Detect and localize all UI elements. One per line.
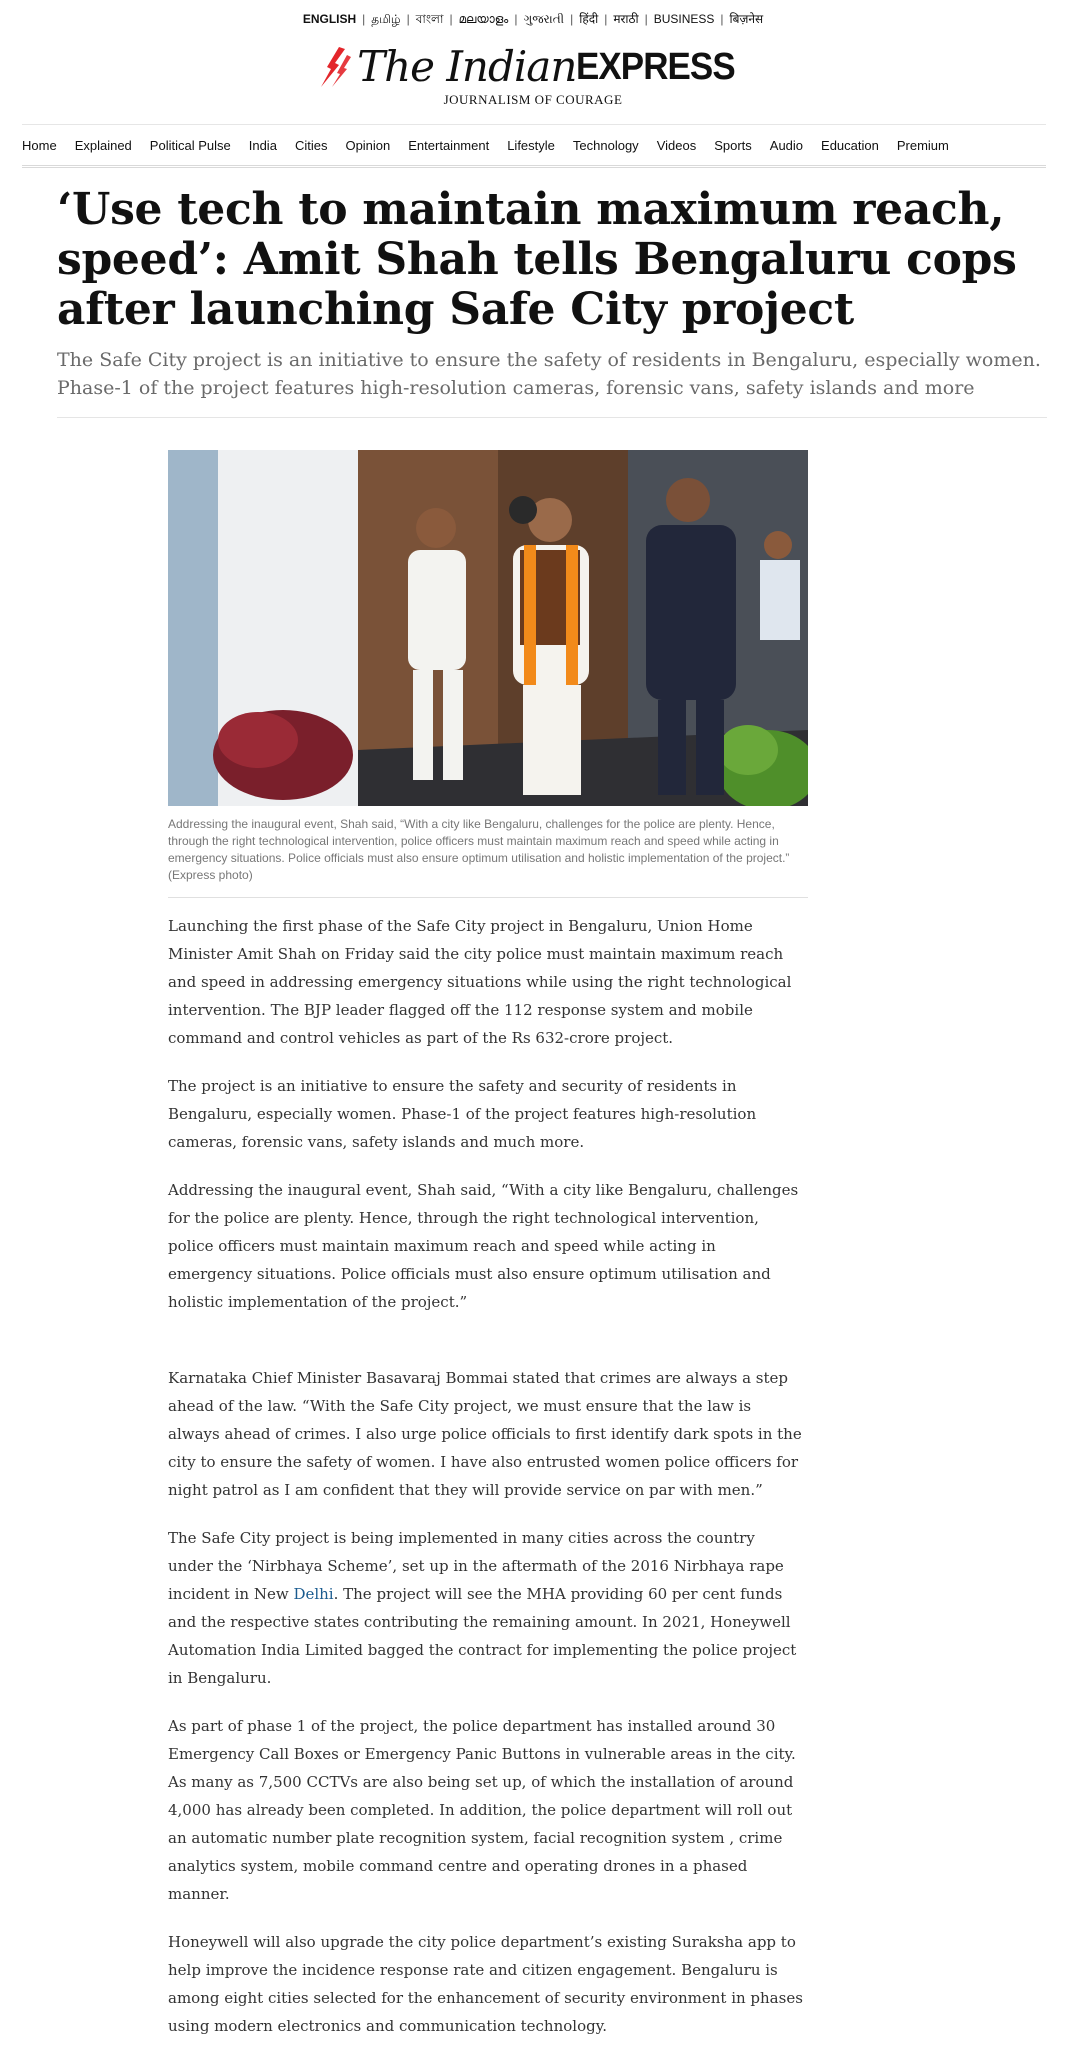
- nav-cities[interactable]: Cities: [294, 137, 328, 153]
- nav-lifestyle[interactable]: Lifestyle: [507, 137, 555, 153]
- paragraph-text: The Safe City project is being implemented in many cities across the country under the ‘Nirbhaya Scheme’, set up in the aftermath of the 2016 Nirbhaya rape incident in New: [168, 1529, 784, 1603]
- lang-malayalam-link[interactable]: മലയാളം: [458, 12, 509, 26]
- divider: [168, 897, 808, 898]
- nav-political-pulse[interactable]: Political Pulse: [149, 137, 231, 153]
- nav-india[interactable]: India: [248, 137, 277, 153]
- separator: |: [362, 12, 366, 26]
- delhi-link[interactable]: Delhi: [293, 1585, 334, 1603]
- article-headline: ‘Use tech to maintain maximum reach, speed’: Amit Shah tells Bengaluru cops after launching Safe City project: [57, 184, 1017, 335]
- site-logo[interactable]: [0, 42, 1066, 94]
- article-paragraph: Launching the first phase of the Safe City project in Bengaluru, Union Home Minister Amit Shah on Friday said the city police must maintain maximum reach and speed in addressing emergency situations while using the right technological intervention. The BJP leader flagged off the 112 response system and mobile command and control vehicles as part of the Rs 632-crore project.: [168, 917, 792, 1047]
- lang-tamil-link[interactable]: தமிழ்: [371, 12, 401, 26]
- article-paragraph: Karnataka Chief Minister Basavaraj Bommai stated that crimes are always a step ahead of the law. “With the Safe City project, we must ensure that the law is always ahead of crimes. I also urge police officials to first identify dark spots in the city to ensure the safety of women. I have also entrusted women police officers for night patrol as I am confident that they will provide service on par with men.”: [168, 1369, 802, 1499]
- nav-sports[interactable]: Sports: [714, 137, 752, 153]
- lang-business-link[interactable]: BUSINESS: [653, 12, 715, 26]
- lang-hindi-link[interactable]: हिंदी: [579, 12, 599, 26]
- divider: [57, 417, 1047, 418]
- photo-caption: Addressing the inaugural event, Shah said, “With a city like Bengaluru, challenges for the police are plenty. Hence, through the right technological intervention, police officers must maintain maximum reach and speed while acting in emergency situations. Police officials must also ensure optimum utilisation and holistic implementation of the project.” (Express photo): [168, 817, 790, 882]
- separator: |: [514, 12, 518, 26]
- separator: |: [720, 12, 724, 26]
- logo-word-the-indian: The Indian: [357, 42, 577, 91]
- separator: |: [644, 12, 648, 26]
- article-paragraph: As part of phase 1 of the project, the police department has installed around 30 Emergency Call Boxes or Emergency Panic Buttons in vulnerable areas in the city. As many as 7,500 CCTVs are also being set up, of which the installation of around 4,000 has already been completed. In addition, the police department will roll out an automatic number plate recognition system, facial recognition system , crime analytics system, mobile command centre and operating drones in a phased manner.: [168, 1717, 796, 1903]
- lang-english-link[interactable]: ENGLISH: [302, 12, 357, 26]
- nav-explained[interactable]: Explained: [74, 137, 132, 153]
- article-body: [168, 912, 803, 2060]
- separator: |: [604, 12, 608, 26]
- separator: |: [570, 12, 574, 26]
- article-photo: [168, 450, 808, 806]
- nav-videos[interactable]: Videos: [656, 137, 697, 153]
- main-nav: [22, 124, 1046, 168]
- article-paragraph: Honeywell will also upgrade the city police department’s existing Suraksha app to help improve the incidence response rate and citizen engagement. Bengaluru is among eight cities selected for the enhancement of security environment in phases using modern electronics and communication technology.: [168, 1933, 803, 2035]
- article-paragraph: Addressing the inaugural event, Shah said, “With a city like Bengaluru, challenges for the police are plenty. Hence, through the right technological intervention, police officers must maintain maximum reach and speed while acting in emergency situations. Police officials must also ensure optimum utilisation and holistic implementation of the project.”: [168, 1181, 799, 1311]
- nav-technology[interactable]: Technology: [572, 137, 639, 153]
- spacer: [168, 1336, 803, 1364]
- paragraph-text: . The project will see the MHA providing 60 per cent funds and the respective states contributing the remaining amount. In 2021, Honeywell Automation India Limited bagged the contract for implementing the police project in Bengaluru.: [168, 1585, 797, 1687]
- language-bar: [0, 10, 1066, 31]
- nav-audio[interactable]: Audio: [769, 137, 804, 153]
- article-photo-image: [168, 450, 808, 806]
- article-paragraph: [168, 1524, 803, 1692]
- nav-home[interactable]: Home: [22, 137, 57, 153]
- logo-word-express: EXPRESS: [576, 46, 736, 88]
- nav-entertainment[interactable]: Entertainment: [408, 137, 490, 153]
- separator: |: [449, 12, 453, 26]
- lang-business-hindi-link[interactable]: बिज़नेस: [729, 12, 764, 26]
- lang-gujarati-link[interactable]: ગુજરાતી: [523, 12, 565, 26]
- nav-education[interactable]: Education: [821, 137, 879, 153]
- nav-premium[interactable]: Premium: [896, 137, 949, 153]
- separator: |: [406, 12, 410, 26]
- nav-opinion[interactable]: Opinion: [345, 137, 391, 153]
- logo-tagline: JOURNALISM OF COURAGE: [443, 92, 623, 107]
- article-paragraph: The project is an initiative to ensure the safety and security of residents in Bengaluru, especially women. Phase-1 of the project features high-resolution cameras, forensic vans, safety islands and much more.: [168, 1077, 757, 1151]
- article-dek: The Safe City project is an initiative to ensure the safety of residents in Bengaluru, especially women. Phase-1 of the project features high-resolution cameras, forensic vans, safety islands and more: [57, 349, 1041, 399]
- lang-marathi-link[interactable]: मराठी: [613, 12, 639, 26]
- logo-flame-icon: [317, 45, 351, 89]
- lang-bangla-link[interactable]: বাংলা: [415, 12, 444, 26]
